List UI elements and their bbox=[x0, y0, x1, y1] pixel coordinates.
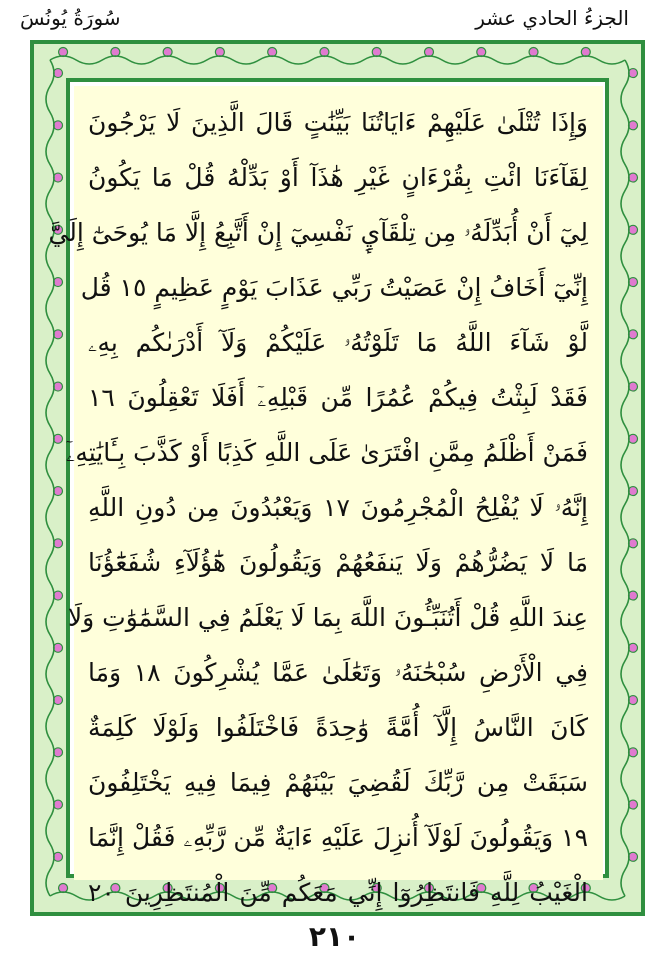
ornament-flower bbox=[59, 48, 68, 57]
surah-label: سُورَةُ يُونُسَ bbox=[20, 6, 121, 30]
ornament-flower bbox=[54, 800, 63, 809]
page-number: ٢١٠ bbox=[308, 920, 361, 953]
page-header bbox=[0, 0, 669, 40]
ornament-flower bbox=[629, 696, 638, 705]
ornament-flower bbox=[629, 225, 638, 234]
verse-line: لِيٓ أَنْ أُبَدِّلَهُۥ مِن تِلْقَآيِٕ نَفْسِيٓ إِنْ أَتَّبِعُ إِلَّا مَا يُوحَىٰٓ إِلَيَّ bbox=[48, 218, 588, 247]
ornament-flower bbox=[54, 748, 63, 757]
ornament-flower bbox=[629, 69, 638, 78]
ornament-flower bbox=[477, 48, 486, 57]
verse-line: لِقَآءَنَا ائْتِ بِقُرْءَانٍ غَيْرِ هَٰذَآ أَوْ بَدِّلْهُ قُلْ مَا يَكُونُ bbox=[88, 163, 588, 192]
ornament-flower bbox=[215, 48, 224, 57]
ornament-flower bbox=[54, 434, 63, 443]
ornament-flower bbox=[372, 48, 381, 57]
ornament-flower bbox=[320, 48, 329, 57]
verse-line: ١٩ وَيَقُولُونَ لَوْلَآ أُنزِلَ عَلَيْهِ ءَايَةٌ مِّن رَّبِّهِۦ فَقُلْ إِنَّمَا bbox=[88, 823, 588, 852]
ornament-flower bbox=[629, 748, 638, 757]
ornament-flower bbox=[424, 48, 433, 57]
ornament-flower bbox=[54, 487, 63, 496]
verse-line: كَانَ النَّاسُ إِلَّآ أُمَّةً وَٰحِدَةً فَاخْتَلَفُوا وَلَوْلَا كَلِمَةٌ bbox=[88, 713, 588, 742]
ornament-flower bbox=[54, 173, 63, 182]
verse-line: مَا لَا يَضُرُّهُمْ وَلَا يَنفَعُهُمْ وَيَقُولُونَ هَٰٓؤُلَآءِ شُفَعَٰٓؤُنَا bbox=[88, 548, 588, 577]
verse-line: إِنِّيٓ أَخَافُ إِنْ عَصَيْتُ رَبِّي عَذَابَ يَوْمٍ عَظِيمٍ ١٥ قُل bbox=[80, 273, 588, 302]
ornament-flower bbox=[629, 278, 638, 287]
verse-line: إِنَّهُۥ لَا يُفْلِحُ الْمُجْرِمُونَ ١٧ وَيَعْبُدُونَ مِن دُونِ اللَّهِ bbox=[88, 493, 588, 522]
ornament-flower bbox=[629, 487, 638, 496]
ornament-flower bbox=[629, 539, 638, 548]
ornament-flower bbox=[629, 382, 638, 391]
ornament-flower bbox=[111, 48, 120, 57]
verse-line: عِندَ اللَّهِ قُلْ أَتُنَبِّـُٔونَ اللَّهَ بِمَا لَا يَعْلَمُ فِي السَّمَٰوَٰتِ وَلَا bbox=[67, 603, 588, 632]
ornament-flower bbox=[54, 852, 63, 861]
ornament-flower bbox=[163, 48, 172, 57]
ornament-flower bbox=[54, 121, 63, 130]
verse-line: فَقَدْ لَبِثْتُ فِيكُمْ عُمُرًا مِّن قَبْلِهِۦٓ أَفَلَا تَعْقِلُونَ ١٦ bbox=[88, 383, 588, 412]
ornament-flower bbox=[54, 382, 63, 391]
verse-line: سَبَقَتْ مِن رَّبِّكَ لَقُضِيَ بَيْنَهُمْ فِيمَا فِيهِ يَخْتَلِفُونَ bbox=[88, 768, 588, 797]
ornament-flower bbox=[629, 434, 638, 443]
ornament-flower bbox=[59, 884, 68, 893]
verse-line: الْغَيْبُ لِلَّهِ فَانتَظِرُوٓا إِنِّي مَعَكُم مِّنَ الْمُنتَظِرِينَ ٢٠ bbox=[88, 878, 588, 907]
ornament-flower bbox=[629, 643, 638, 652]
ornament-flower bbox=[268, 48, 277, 57]
ornament-flower bbox=[54, 591, 63, 600]
verse-line: لَّوْ شَآءَ اللَّهُ مَا تَلَوْتُهُۥ عَلَيْكُمْ وَلَآ أَدْرَىٰكُم بِهِۦ bbox=[88, 328, 588, 357]
ornament-flower bbox=[629, 591, 638, 600]
ornament-flower bbox=[54, 278, 63, 287]
ornament-flower bbox=[54, 643, 63, 652]
verse-line: فَمَنْ أَظْلَمُ مِمَّنِ افْتَرَىٰ عَلَى اللَّهِ كَذِبًا أَوْ كَذَّبَ بِـَٔايَٰتِهِۦٓ bbox=[65, 438, 588, 467]
ornament-flower bbox=[629, 330, 638, 339]
ornament-flower bbox=[629, 800, 638, 809]
ornament-flower bbox=[529, 48, 538, 57]
verse-line: فِي الْأَرْضِ سُبْحَٰنَهُۥ وَتَعَٰلَىٰ عَمَّا يُشْرِكُونَ ١٨ وَمَا bbox=[88, 658, 588, 687]
verse-line: وَإِذَا تُتْلَىٰ عَلَيْهِمْ ءَايَاتُنَا بَيِّنَٰتٍ قَالَ الَّذِينَ لَا يَرْجُونَ bbox=[88, 108, 588, 137]
juz-label: الجزءُ الحادي عشر bbox=[475, 6, 629, 30]
ornament-flower bbox=[54, 330, 63, 339]
ornament-flower bbox=[629, 852, 638, 861]
ornament-flower bbox=[581, 48, 590, 57]
ornament-flower bbox=[54, 539, 63, 548]
verse-text bbox=[48, 95, 588, 907]
ornament-flower bbox=[629, 121, 638, 130]
ornament-flower bbox=[54, 69, 63, 78]
ornament-flower bbox=[54, 696, 63, 705]
ornament-flower bbox=[629, 173, 638, 182]
